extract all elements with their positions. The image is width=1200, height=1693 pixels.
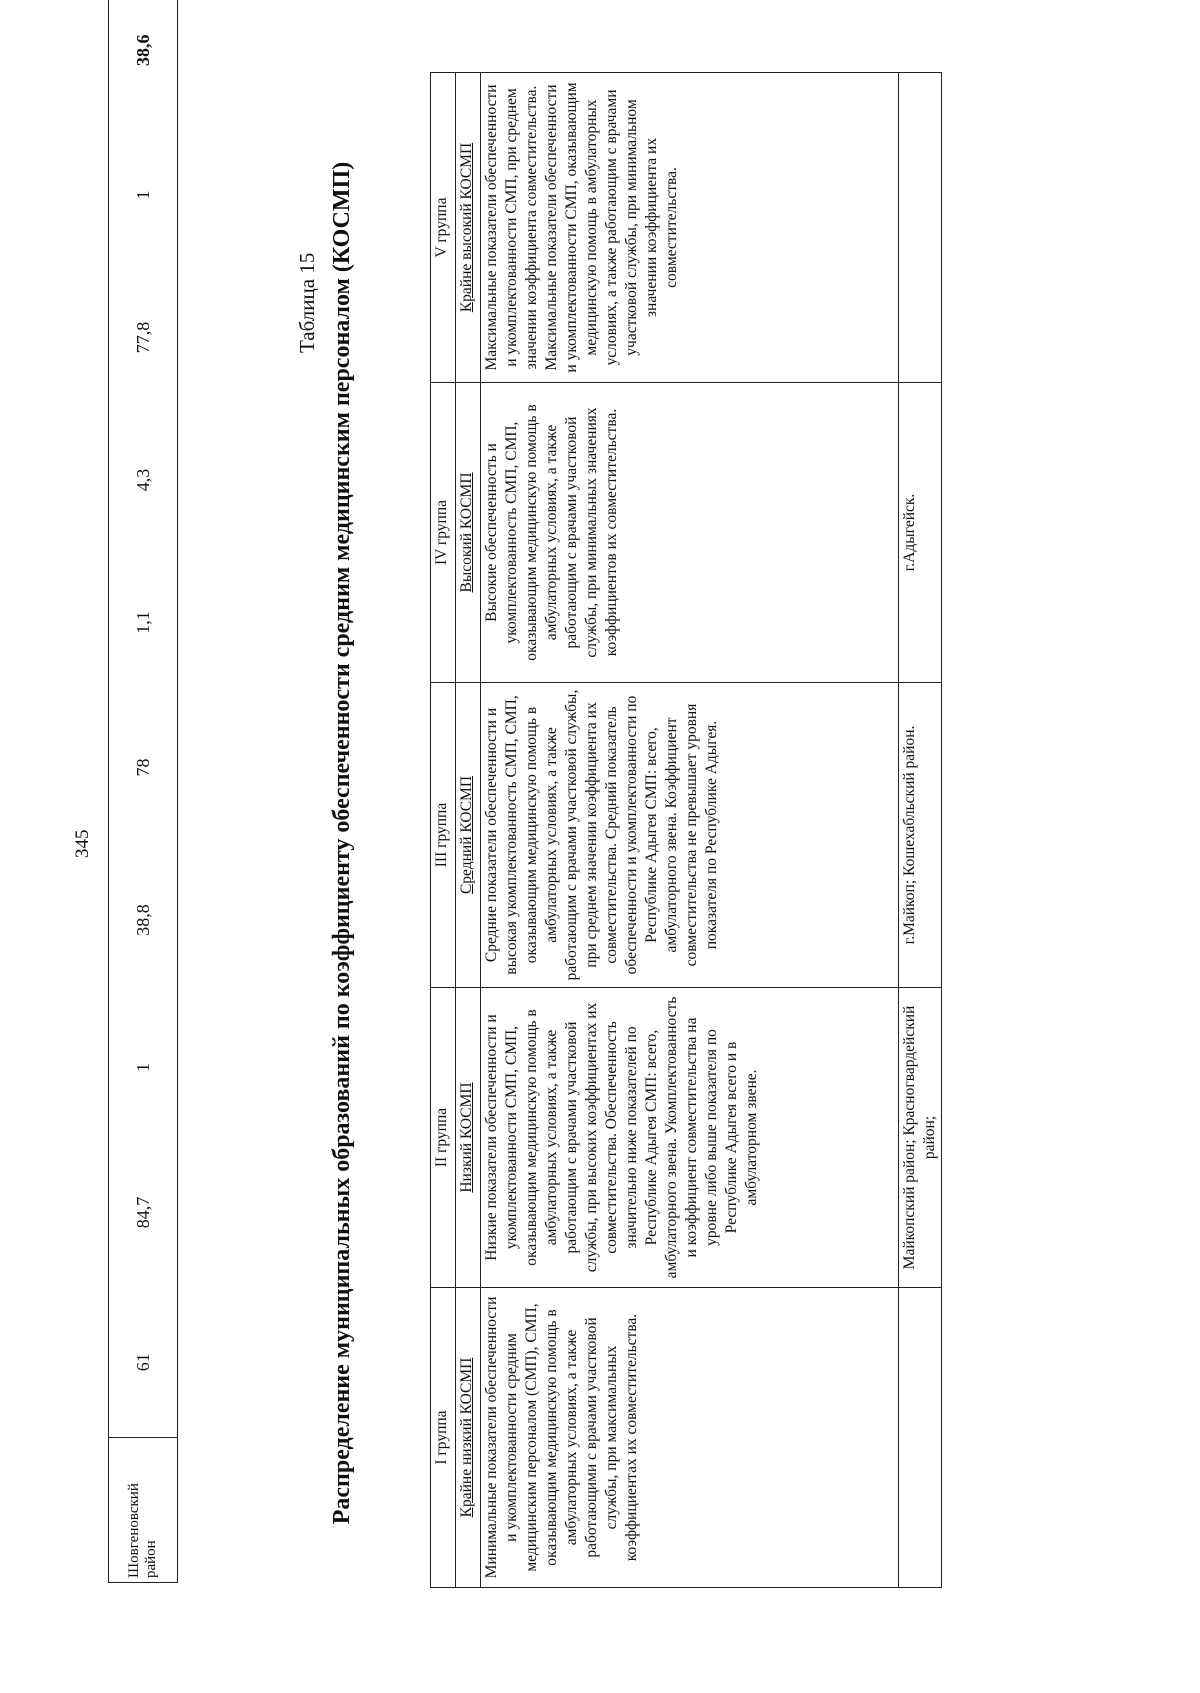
row-value: 38,6 [109,0,178,123]
area-cell [899,73,942,383]
group-header: III группа [431,683,456,988]
description-cell: Низкие показатели обеспеченности и укомплектованности СМП, СМП, оказывающим медицинскую помощь в амбулаторных условиях, а также работающим с врачами участковой службы, при высоких коэффициентах их совместительства. Обеспеченность значительно ниже показателей по Республике Адыгея СМП: всего, амбулаторного звена. Укомплектованность и коэффициент совместительства на уровне либо выше показателя по Республике Адыгея всего и в амбулаторном звене. [481,988,899,1288]
table-header-row [431,73,456,1588]
level-label: Крайне высокий КОСМП [458,142,475,313]
row-value: 38,8 [132,904,153,936]
area-cell [899,1288,942,1588]
table-row [456,73,481,1588]
distribution-table [430,72,942,1588]
level-cell [456,1288,481,1588]
description-cell: Минимальные показатели обеспеченности и укомплектованности средним медицинским персоналом (СМП), СМП, оказывающим медицинскую помощь в амбулаторных условиях, а также работающими с врачами участковой службы, при максимальных коэффициентах их совместительства. [481,1288,899,1588]
group-header: II группа [431,988,456,1288]
row-value: 78 [132,758,153,777]
level-label: Крайне низкий КОСМП [458,1357,475,1518]
description-cell: Высокие обеспеченность и укомплектованность СМП, СМП, оказывающим медицинскую помощь в амбулаторных условиях, а также работающим с врачами участковой службы, при минимальных значениях коэффициентов их совместительства. [481,383,899,683]
page-title: Распределение муниципальных образований по коэффициенту обеспеченности средним медицинским персоналом (КОСМП) [329,161,355,1525]
level-cell [456,988,481,1288]
table-row [481,73,899,1588]
row-value: 1,1 [132,611,153,634]
table-row [109,0,178,1583]
description-cell: Максимальные показатели обеспеченности и укомплектованности СМП, при среднем значении коэффициента совместительства. Максимальные показатели обеспеченности и укомплектованности СМП, оказывающим медицинскую помощь в амбулаторных условиях, а также работающим с врачами участковой службы, при минимальном значении коэффициента их совместительства. [481,73,899,383]
area-cell: г.Майкоп; Кошехабльский район. [899,683,942,988]
row-value: 1 [132,190,153,200]
level-label: Средний КОСМП [458,775,475,895]
group-header: IV группа [431,383,456,683]
row-value: 77,8 [132,321,153,354]
continuation-row-table [108,0,178,1583]
level-label: Низкий КОСМП [458,1082,475,1193]
row-value: 61 [109,1288,178,1438]
row-name: Шовгеновский район [109,1438,178,1583]
group-header: V группа [431,73,456,383]
level-label: Высокий КОСМП [458,472,475,593]
row-value: 84,7 [132,1196,153,1229]
page-number: 345 [72,829,93,858]
area-cell: Майкопский район; Красногвардейский район; [899,988,942,1288]
level-cell [456,73,481,383]
group-header: I группа [431,1288,456,1588]
area-cell: г.Адыгейск. [899,383,942,683]
row-value: 1 [132,1063,153,1072]
description-cell: Средние показатели обеспеченности и высокая укомплектованность СМП, СМП, оказывающим медицинскую помощь в амбулаторных условиях, а также работающим с врачами участковой службы, при среднем значении коэффициента их совместительства. Средний показатель обеспеченности и укомплектованности по Республике Адыгея СМП: всего, амбулаторного звена. Коэффициент совместительства не превышает уровня показателя по Республике Адыгея. [481,683,899,988]
level-cell [456,383,481,683]
table-row [899,73,942,1588]
level-cell [456,683,481,988]
row-value: 4,3 [132,468,153,492]
table-label: Таблица 15 [295,252,319,353]
